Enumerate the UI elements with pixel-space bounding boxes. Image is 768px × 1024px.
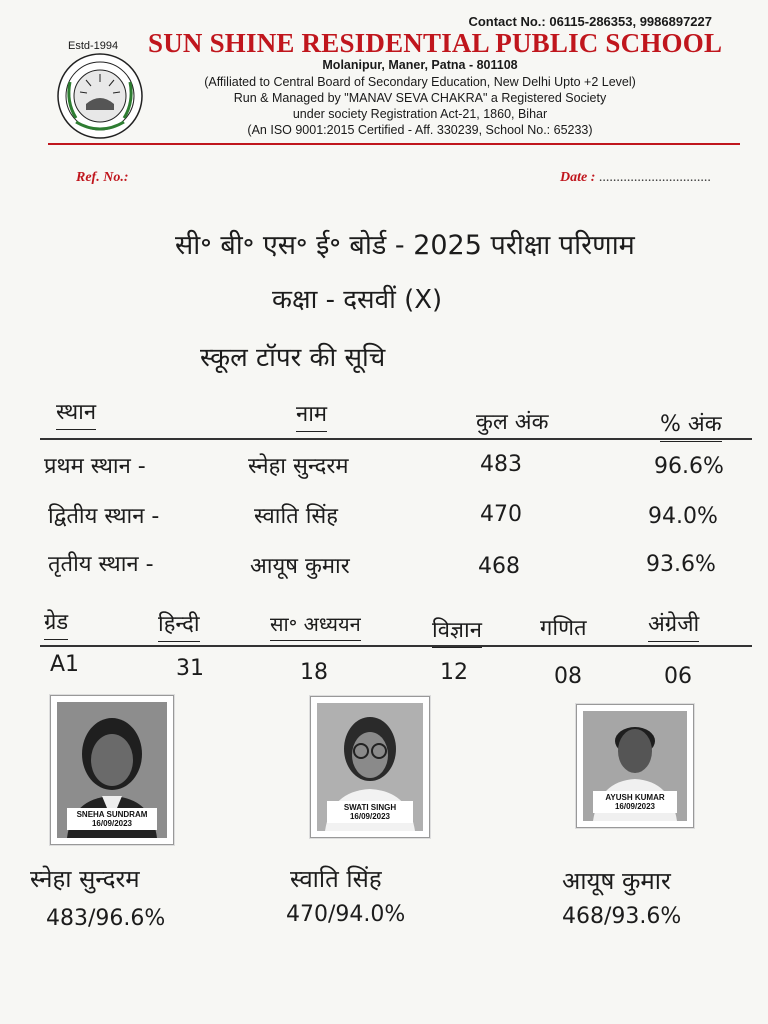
school-emblem-icon [56, 52, 144, 140]
row2-total: 470 [480, 502, 522, 527]
management-line: Run & Managed by "MANAV SEVA CHAKRA" a Registered Society [233, 91, 607, 105]
contact-number: Contact No.: 06115-286353, 9986897227 [468, 14, 712, 29]
date-blank: ................................ [598, 170, 711, 185]
photo-2-name: स्वाति सिंह [290, 865, 382, 893]
row3-rank: तृतीय स्थान - [48, 552, 154, 577]
row3-name: आयूष कुमार [250, 554, 350, 579]
photo-3-score: 468/93.6% [562, 904, 682, 929]
row2-percent: 94.0% [648, 504, 718, 529]
grade-header: ग्रेड [44, 606, 68, 640]
social-studies-value: 18 [300, 660, 328, 685]
result-heading: सी॰ बी॰ एस॰ ई॰ बोर्ड - 2025 परीक्षा परिणाम [175, 230, 635, 261]
iso-line: (An ISO 9001:2015 Certified - Aff. 330239, School No.: 65233) [247, 123, 593, 137]
row3-percent: 93.6% [646, 552, 716, 577]
caption-date: 16/09/2023 [614, 802, 656, 811]
row2-name: स्वाति सिंह [254, 504, 338, 529]
grade-value: A1 [50, 652, 80, 677]
col-header-rank: स्थान [56, 396, 96, 430]
social-studies-header: सा॰ अध्ययन [270, 610, 361, 641]
maths-value: 08 [554, 664, 582, 689]
grade-header-rule [40, 645, 752, 647]
date-field [560, 170, 711, 186]
photo-1-score: 483/96.6% [46, 906, 166, 931]
caption-date: 16/09/2023 [349, 812, 391, 821]
english-value: 06 [664, 664, 692, 689]
caption-name: SNEHA SUNDRAM [76, 810, 148, 819]
topper-photo-3 [576, 704, 694, 828]
row1-name: स्नेहा सुन्दरम [248, 454, 349, 479]
caption-name: SWATI SINGH [343, 803, 397, 812]
caption-date: 16/09/2023 [91, 819, 133, 828]
col-header-percent: % अंक [660, 408, 722, 442]
row1-percent: 96.6% [654, 454, 724, 479]
school-name: SUN SHINE RESIDENTIAL PUBLIC SCHOOL [148, 28, 723, 58]
row2-rank: द्वितीय स्थान - [48, 504, 160, 529]
photo-2-score: 470/94.0% [286, 902, 406, 927]
affiliation-line: (Affiliated to Central Board of Secondary Education, New Delhi Upto +2 Level) [204, 75, 636, 89]
ref-number-label: Ref. No.: [76, 170, 129, 185]
english-header: अंग्रेजी [648, 608, 699, 642]
topper-photo-2 [310, 696, 430, 838]
caption-box [593, 791, 677, 813]
registration-line: under society Registration Act-21, 1860, Bihar [292, 107, 548, 121]
topper-list-heading: स्कूल टॉपर की सूचि [200, 343, 386, 373]
maths-header: गणित [540, 612, 587, 646]
hindi-header: हिन्दी [158, 608, 200, 642]
science-value: 12 [440, 660, 468, 685]
row3-total: 468 [478, 554, 520, 579]
col-header-total: कुल अंक [476, 406, 549, 440]
col-header-name: नाम [296, 398, 327, 432]
school-address: Molanipur, Maner, Patna - 801108 [322, 58, 518, 72]
caption-box [67, 808, 157, 830]
class-heading: कक्षा - दसवीं (X) [272, 285, 443, 315]
topper-photo-1 [50, 695, 174, 845]
date-label: Date : [560, 170, 596, 185]
row1-total: 483 [480, 452, 522, 477]
letterhead-divider [48, 143, 740, 145]
hindi-value: 31 [176, 656, 204, 681]
photo-1-name: स्नेहा सुन्दरम [30, 865, 140, 893]
science-header: विज्ञान [432, 614, 482, 648]
caption-box [327, 801, 413, 823]
row1-rank: प्रथम स्थान - [44, 454, 146, 479]
caption-name: AYUSH KUMAR [605, 793, 665, 802]
photo-3-name: आयूष कुमार [562, 867, 671, 895]
table-header-rule [40, 438, 752, 440]
established-year: Estd-1994 [68, 40, 119, 52]
